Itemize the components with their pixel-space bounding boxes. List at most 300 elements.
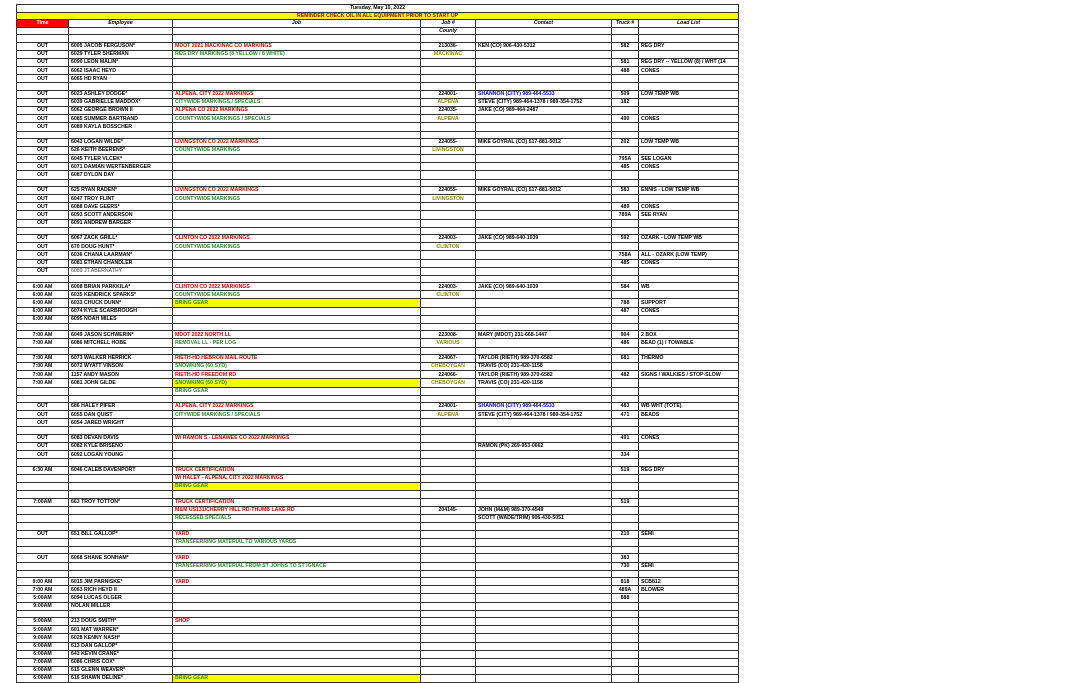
truck-cell [612, 419, 639, 427]
time-cell: OUT [17, 99, 69, 107]
schedule-row [17, 530, 739, 538]
header-row [17, 20, 739, 28]
schedule-row [17, 554, 739, 562]
job-number-cell: CLINTON [421, 291, 476, 299]
contact-cell [476, 155, 612, 163]
truck-cell: 818 [612, 578, 639, 586]
time-cell: OUT [17, 411, 69, 419]
job-number-cell [421, 435, 476, 443]
job-number-cell [421, 483, 476, 491]
schedule-row [17, 99, 739, 107]
employee-cell: 6065 HD RYAN [69, 75, 173, 83]
contact-cell [476, 658, 612, 666]
truck-cell: 581 [612, 59, 639, 67]
time-cell: 9:00AM [17, 602, 69, 610]
truck-cell [612, 658, 639, 666]
spacer-row [17, 523, 739, 531]
load-list-cell: OZARK - LOW TEMP WB [639, 235, 739, 243]
schedule-row [17, 307, 739, 315]
time-cell: OUT [17, 139, 69, 147]
contact-cell [476, 211, 612, 219]
job-number-cell: ALPENA [421, 411, 476, 419]
spacer-row [17, 570, 739, 578]
job-cell [173, 203, 421, 211]
employee-cell: 6023 ASHLEY DODGE* [69, 91, 173, 99]
job-number-cell [421, 618, 476, 626]
job-cell: MDOT 2021 MACKINAC CO MARKINGS [173, 42, 421, 50]
truck-cell: 583 [612, 187, 639, 195]
schedule-row [17, 618, 739, 626]
time-cell: 6:00 AM [17, 283, 69, 291]
load-list-cell [639, 538, 739, 546]
employee-cell: 213 DOUG SMITH* [69, 618, 173, 626]
job-cell [173, 123, 421, 131]
load-list-cell: SEMI [639, 530, 739, 538]
load-list-cell [639, 498, 739, 506]
load-list-cell [639, 195, 739, 203]
schedule-row [17, 666, 739, 674]
truck-cell: 509 [612, 91, 639, 99]
truck-cell [612, 618, 639, 626]
contact-cell [476, 435, 612, 443]
contact-cell [476, 578, 612, 586]
contact-cell [476, 243, 612, 251]
schedule-row [17, 187, 739, 195]
time-cell: 5:00AM [17, 626, 69, 634]
contact-cell: STEVE (CITY) 989-464-1378 / 989-354-1752 [476, 411, 612, 419]
load-list-cell [639, 634, 739, 642]
contact-cell [476, 650, 612, 658]
contact-cell [476, 259, 612, 267]
load-list-cell: REG DRY -- YELLOW (8) / WHT (14 [639, 59, 739, 67]
spacer-row [17, 227, 739, 235]
job-cell: ALPENA, CITY 2022 MARKINGS [173, 403, 421, 411]
employee-cell: 6036 CHANA LAARMAN* [69, 251, 173, 259]
job-number-cell: 224003- [421, 283, 476, 291]
load-list-cell: BEADS [639, 411, 739, 419]
load-list-cell [639, 515, 739, 523]
job-cell: BRING GEAR [173, 483, 421, 491]
time-cell: 5:00AM [17, 594, 69, 602]
spacer-row [17, 83, 739, 91]
truck-cell: 182 [612, 99, 639, 107]
schedule-row [17, 195, 739, 203]
employee-cell: 6089 KAYLA BOSSCHER [69, 123, 173, 131]
job-number-cell [421, 650, 476, 658]
contact-cell [476, 618, 612, 626]
schedule-row [17, 67, 739, 75]
truck-cell: 758A [612, 251, 639, 259]
time-cell: 7:00 AM [17, 331, 69, 339]
time-cell: OUT [17, 147, 69, 155]
truck-cell [612, 171, 639, 179]
time-cell [17, 515, 69, 523]
truck-cell: 789A [612, 211, 639, 219]
contact-cell [476, 123, 612, 131]
job-number-cell: 224055- [421, 139, 476, 147]
load-list-cell: BLOWER [639, 586, 739, 594]
contact-cell [476, 67, 612, 75]
schedule-row [17, 578, 739, 586]
spacer-row [17, 546, 739, 554]
time-cell: 6:00 AM [17, 307, 69, 315]
time-cell: 7:00AM [17, 658, 69, 666]
job-number-cell [421, 123, 476, 131]
load-list-cell: CONES [639, 307, 739, 315]
schedule-row [17, 283, 739, 291]
schedule-row [17, 634, 739, 642]
load-list-cell [639, 243, 739, 251]
employee-cell: 6073 WALKER HERRICK [69, 355, 173, 363]
load-list-cell: THERMO [639, 355, 739, 363]
employee-cell: 6086 CHRIS COX* [69, 658, 173, 666]
employee-cell: 625 RYAN RADEN* [69, 187, 173, 195]
schedule-row [17, 403, 739, 411]
job-cell [173, 267, 421, 275]
job-number-cell: VARIOUS [421, 339, 476, 347]
job-cell [173, 451, 421, 459]
header-employee: Employee [69, 20, 173, 28]
employee-cell: 686 HALEY PIFER [69, 403, 173, 411]
load-list-cell [639, 658, 739, 666]
contact-cell [476, 171, 612, 179]
load-list-cell: LOW TEMP WB [639, 139, 739, 147]
job-cell [173, 155, 421, 163]
time-cell: OUT [17, 554, 69, 562]
schedule-row [17, 51, 739, 59]
schedule-row [17, 483, 739, 491]
time-cell: 6:00AM [17, 666, 69, 674]
contact-cell [476, 115, 612, 123]
contact-cell: TRAVIS (CO) 231-420-1158 [476, 363, 612, 371]
employee-cell: 6062 GEORGE BROWN II [69, 107, 173, 115]
time-cell: OUT [17, 219, 69, 227]
load-list-cell: WB [639, 283, 739, 291]
truck-cell [612, 195, 639, 203]
employee-cell: 6091 ANDREW BARGER [69, 219, 173, 227]
job-number-cell: 213036- [421, 42, 476, 50]
header-subrow [17, 27, 739, 35]
job-cell [173, 634, 421, 642]
load-list-cell: CONES [639, 435, 739, 443]
truck-cell [612, 243, 639, 251]
job-number-cell [421, 626, 476, 634]
job-cell: COUNTYWIDE MARKINGS [173, 195, 421, 203]
load-list-cell [639, 475, 739, 483]
employee-cell: 6094 LUCAS OLGER [69, 594, 173, 602]
truck-cell: 904 [612, 331, 639, 339]
job-number-cell: 224055- [421, 187, 476, 195]
time-cell: OUT [17, 403, 69, 411]
contact-cell: MIKE GOYRAL (CO) 517-881-5012 [476, 139, 612, 147]
employee-cell: 6049 JASON SCHWERIN* [69, 331, 173, 339]
contact-cell [476, 674, 612, 682]
contact-cell: TAYLOR (RIETH) 989-370-6582 [476, 355, 612, 363]
truck-cell: 202 [612, 139, 639, 147]
employee-cell [69, 538, 173, 546]
schedule-row [17, 642, 739, 650]
schedule-row [17, 171, 739, 179]
schedule-row [17, 75, 739, 83]
time-cell: 7:00 AM [17, 586, 69, 594]
load-list-cell [639, 123, 739, 131]
employee-cell: 6083 DEVAN DAVIS [69, 435, 173, 443]
time-cell: OUT [17, 235, 69, 243]
load-list-cell [639, 626, 739, 634]
schedule-table [16, 4, 739, 683]
schedule-row [17, 363, 739, 371]
employee-cell: 6047 TROY FLINT [69, 195, 173, 203]
job-cell: RECESSED SPECIALS [173, 515, 421, 523]
job-cell [173, 251, 421, 259]
contact-cell [476, 562, 612, 570]
employee-cell: 6035 KENDRICK SPARKS* [69, 291, 173, 299]
contact-cell: JOHN (M&M) 989-370-4549 [476, 506, 612, 514]
contact-cell: TRAVIS (CO) 231-420-1158 [476, 379, 612, 387]
truck-cell [612, 387, 639, 395]
employee-cell: 6029 TYLER SHERMAN [69, 51, 173, 59]
contact-cell [476, 147, 612, 155]
schedule-row [17, 451, 739, 459]
job-number-cell [421, 155, 476, 163]
schedule-row [17, 211, 739, 219]
employee-cell: 6082 KYLE BRISENO [69, 443, 173, 451]
schedule-row [17, 466, 739, 474]
job-cell: TRUCK CERTIFICATION [173, 466, 421, 474]
load-list-cell: SUPPORT [639, 299, 739, 307]
job-number-cell [421, 515, 476, 523]
load-list-cell [639, 171, 739, 179]
employee-cell: 613 DAN GALLOP* [69, 642, 173, 650]
schedule-row [17, 538, 739, 546]
employee-cell: 601 MAT WARREN* [69, 626, 173, 634]
time-cell: OUT [17, 91, 69, 99]
header-job-number: Job # [421, 20, 476, 28]
time-cell: 7:00AM [17, 498, 69, 506]
job-number-cell [421, 67, 476, 75]
schedule-row [17, 155, 739, 163]
load-list-cell: ENNIS - LOW TEMP WB [639, 187, 739, 195]
load-list-cell [639, 419, 739, 427]
time-cell: OUT [17, 75, 69, 83]
job-number-cell: MACKINAC [421, 51, 476, 59]
spacer-row [17, 275, 739, 283]
schedule-row [17, 331, 739, 339]
header-contact: Contact [476, 20, 612, 28]
schedule-row [17, 203, 739, 211]
job-cell: CITYWIDE MARKINGS / SPECIALS [173, 411, 421, 419]
schedule-row [17, 259, 739, 267]
employee-cell [69, 562, 173, 570]
job-cell: RIETH-HD HEBRON MAIL ROUTE [173, 355, 421, 363]
job-number-cell [421, 211, 476, 219]
employee-cell: 6093 SCOTT ANDERSON [69, 211, 173, 219]
contact-cell [476, 267, 612, 275]
truck-cell: 383 [612, 554, 639, 562]
truck-cell [612, 483, 639, 491]
header-job: Job [173, 20, 421, 28]
contact-cell [476, 251, 612, 259]
job-number-cell [421, 554, 476, 562]
employee-cell: 6039 GABRIELLE MADDOX* [69, 99, 173, 107]
job-cell [173, 594, 421, 602]
contact-cell [476, 315, 612, 323]
job-cell [173, 211, 421, 219]
truck-cell: 487 [612, 307, 639, 315]
time-cell: OUT [17, 163, 69, 171]
load-list-cell: SEE LOGAN [639, 155, 739, 163]
job-number-cell [421, 219, 476, 227]
schedule-row [17, 355, 739, 363]
job-cell: LIVINGSTON CO 2022 MARKINGS [173, 187, 421, 195]
load-list-cell [639, 666, 739, 674]
load-list-cell: REG DRY [639, 466, 739, 474]
contact-cell [476, 339, 612, 347]
job-number-cell: 224035- [421, 107, 476, 115]
schedule-row [17, 147, 739, 155]
schedule-row [17, 475, 739, 483]
schedule-row [17, 658, 739, 666]
schedule-row [17, 243, 739, 251]
truck-cell [612, 650, 639, 658]
schedule-row [17, 602, 739, 610]
employee-cell [69, 387, 173, 395]
truck-cell: 519 [612, 498, 639, 506]
load-list-cell [639, 483, 739, 491]
schedule-row [17, 291, 739, 299]
employee-cell: 6074 KYLE SCARBROUGH [69, 307, 173, 315]
job-cell: BRING GEAR [173, 387, 421, 395]
employee-cell: 6005 JACOB FERGUSON* [69, 42, 173, 50]
schedule-row [17, 339, 739, 347]
time-cell: 6:00 AM [17, 315, 69, 323]
job-number-cell [421, 259, 476, 267]
job-number-cell [421, 586, 476, 594]
employee-cell: 6087 DYLON DAY [69, 171, 173, 179]
employee-cell: 616 SHAWN DELINE* [69, 674, 173, 682]
time-cell: OUT [17, 451, 69, 459]
job-number-cell [421, 315, 476, 323]
truck-cell: 210 [612, 530, 639, 538]
header-county: County [421, 27, 476, 35]
job-cell: TRANSFERRING MATERIAL TO VARIOUS YARDS [173, 538, 421, 546]
truck-cell: 681 [612, 355, 639, 363]
time-cell: OUT [17, 419, 69, 427]
truck-cell [612, 379, 639, 387]
contact-cell: MARY (MDOT) 231-668-1447 [476, 331, 612, 339]
header-truck: Truck # [612, 20, 639, 28]
schedule-row [17, 267, 739, 275]
load-list-cell [639, 379, 739, 387]
schedule-row [17, 59, 739, 67]
truck-cell: 489A [612, 586, 639, 594]
job-cell: ALPENA, CITY 2022 MARKINGS [173, 91, 421, 99]
job-cell [173, 443, 421, 451]
time-cell: 9:00AM [17, 634, 69, 642]
job-cell: RIETH-HD FREEDOM RD [173, 371, 421, 379]
employee-cell [69, 475, 173, 483]
contact-cell: MIKE GOYRAL (CO) 517-881-5012 [476, 187, 612, 195]
time-cell: 7:00 AM [17, 363, 69, 371]
time-cell: OUT [17, 59, 69, 67]
employee-cell: 6068 SHANE SONHAM* [69, 554, 173, 562]
employee-cell [69, 506, 173, 514]
employee-cell [69, 483, 173, 491]
truck-cell: 482 [612, 371, 639, 379]
time-cell: OUT [17, 203, 69, 211]
contact-cell: SHANNON (CITY) 989-464-5533 [476, 91, 612, 99]
truck-cell: 584 [612, 283, 639, 291]
truck-cell [612, 626, 639, 634]
job-number-cell [421, 307, 476, 315]
time-cell: OUT [17, 195, 69, 203]
schedule-row [17, 498, 739, 506]
job-number-cell [421, 658, 476, 666]
job-cell: LIVINGSTON CO 2022 MARKINGS [173, 139, 421, 147]
time-cell: 7:00 AM [17, 355, 69, 363]
job-cell: COUNTYWIDE MARKINGS [173, 243, 421, 251]
time-cell: OUT [17, 267, 69, 275]
time-cell: OUT [17, 155, 69, 163]
employee-cell: 6033 CHUCK DUNN* [69, 299, 173, 307]
job-number-cell [421, 634, 476, 642]
load-list-cell: LOW TEMP WB [639, 91, 739, 99]
job-cell [173, 626, 421, 634]
time-cell: 7:00 AM [17, 371, 69, 379]
truck-cell [612, 107, 639, 115]
schedule-row [17, 115, 739, 123]
job-number-cell [421, 267, 476, 275]
time-cell: OUT [17, 443, 69, 451]
employee-cell: 6067 ZACK GRILL* [69, 235, 173, 243]
truck-cell [612, 123, 639, 131]
schedule-row [17, 299, 739, 307]
employee-cell: 6088 DAVE GEERS* [69, 203, 173, 211]
job-cell [173, 259, 421, 267]
job-cell: TRUCK CERTIFICATION [173, 498, 421, 506]
time-cell: 6:00 AM [17, 291, 69, 299]
schedule-row [17, 139, 739, 147]
employee-cell: 6008 BRIAN PARKKILA* [69, 283, 173, 291]
time-cell [17, 387, 69, 395]
truck-cell: 489 [612, 203, 639, 211]
job-cell [173, 650, 421, 658]
time-cell: OUT [17, 211, 69, 219]
employee-cell: 663 TROY TOTTON* [69, 498, 173, 506]
employee-cell: 6055 DAN QUIST [69, 411, 173, 419]
truck-cell [612, 642, 639, 650]
contact-cell [476, 299, 612, 307]
time-cell: OUT [17, 171, 69, 179]
schedule-row [17, 163, 739, 171]
contact-cell [476, 219, 612, 227]
spacer-row [17, 179, 739, 187]
employee-cell [69, 515, 173, 523]
job-number-cell: 223008- [421, 331, 476, 339]
contact-cell [476, 530, 612, 538]
reminder-row [17, 12, 739, 20]
job-number-cell [421, 538, 476, 546]
job-cell: REMOVAL LL - PER LOG [173, 339, 421, 347]
job-number-cell [421, 75, 476, 83]
job-cell: CLINTON CO 2022 MARKINGS [173, 235, 421, 243]
schedule-row [17, 371, 739, 379]
employee-cell: 6062 ISAAC HEYD [69, 67, 173, 75]
time-cell: 6:00 AM [17, 299, 69, 307]
load-list-cell: WB WHT (TOTE) [639, 403, 739, 411]
contact-cell [476, 594, 612, 602]
load-list-cell [639, 315, 739, 323]
